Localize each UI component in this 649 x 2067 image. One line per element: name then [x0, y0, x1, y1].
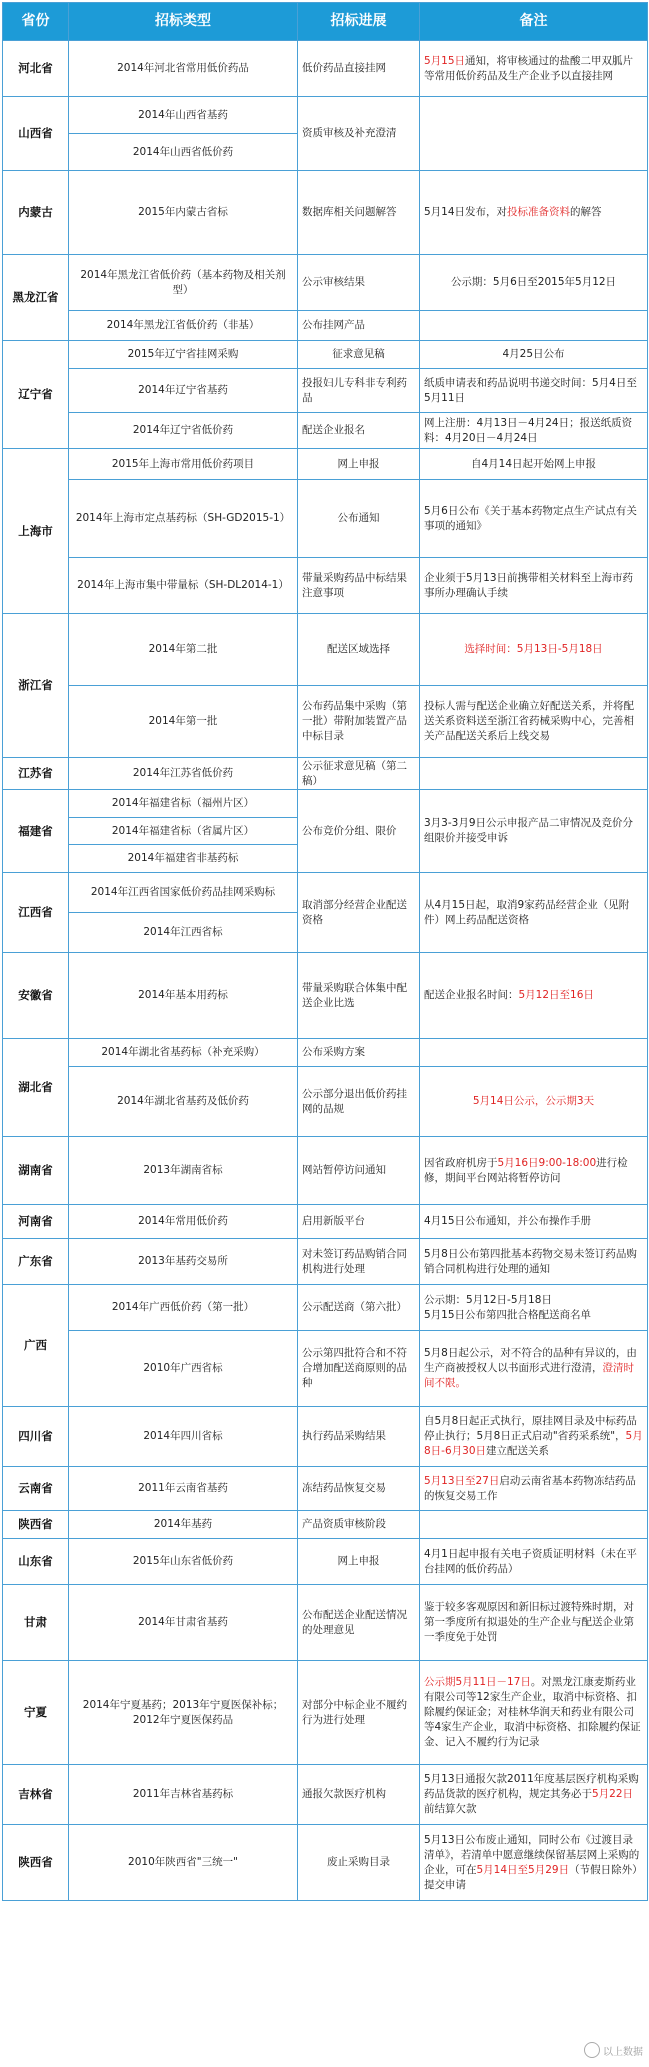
note-text: 纸质申请表和药品说明书递交时间：5月4日至5月11日: [424, 376, 637, 404]
bid-type-cell: 2011年云南省基药: [69, 1467, 298, 1511]
bid-type-cell: 2014年上海市定点基药标（SH-GD2015-1）: [69, 480, 298, 558]
table-row: [3, 1825, 648, 1901]
province-cell: 黑龙江省: [3, 255, 69, 341]
table-row: [3, 790, 648, 818]
note-text: 澄清时间不限。: [424, 1362, 634, 1389]
table-row: [3, 558, 648, 614]
note-text: 启动云南省基本药物冻结药品的恢复交易工作: [424, 1474, 636, 1502]
note-cell: [420, 1467, 648, 1511]
bid-type-cell: 2013年湖南省标: [69, 1137, 298, 1205]
table-row: [3, 413, 648, 449]
progress-cell: 投报妇儿专科非专利药品: [298, 369, 420, 413]
bid-type-cell: 2014年辽宁省低价药: [69, 413, 298, 449]
watermark: [584, 2042, 643, 2058]
bid-type-cell: 2014年第二批: [69, 614, 298, 686]
note-cell: [420, 171, 648, 255]
note-cell: [420, 341, 648, 369]
note-cell: [420, 758, 648, 790]
note-text: 4月1日起申报有关电子资质证明材料（未在平台挂网的低价药品）: [424, 1547, 637, 1575]
note-text: 投标准备资料: [507, 206, 571, 218]
note-text: 5月14日至5月29日: [476, 1863, 570, 1876]
progress-cell: 启用新版平台: [298, 1205, 420, 1239]
progress-cell: 配送区域选择: [298, 614, 420, 686]
note-cell: [420, 790, 648, 873]
note-text: 从4月15日起，取消9家药品经营企业（见附件）网上药品配送资格: [424, 898, 630, 926]
province-cell: 湖南省: [3, 1137, 69, 1205]
bid-type-cell: 2014年福建省非基药标: [69, 845, 298, 873]
bid-type-cell: 2014年江苏省低价药: [69, 758, 298, 790]
note-text: 4月25日公布: [502, 348, 565, 360]
note-cell: [420, 449, 648, 480]
note-cell: [420, 1765, 648, 1825]
bid-type-cell: 2014年山西省低价药: [69, 134, 298, 171]
province-cell: 广西: [3, 1285, 69, 1407]
province-cell: 宁夏: [3, 1661, 69, 1765]
province-cell: 山西省: [3, 97, 69, 171]
table-row: [3, 614, 648, 686]
note-text: （节假日除外）提交申请: [424, 1863, 643, 1891]
table-row: [3, 449, 648, 480]
bid-type-cell: 2014年基本用药标: [69, 953, 298, 1039]
note-cell: [420, 1585, 648, 1661]
header-note: 备注: [420, 3, 648, 41]
province-cell: 河北省: [3, 41, 69, 97]
wechat-logo-icon: [584, 2042, 600, 2058]
bid-type-cell: 2014年黑龙江省低价药（非基）: [69, 311, 298, 341]
bid-type-cell: 2014年上海市集中带量标（SH-DL2014-1）: [69, 558, 298, 614]
table-row: [3, 1539, 648, 1585]
note-text: 进行检修，期间平台网站将暂停访问: [424, 1156, 628, 1184]
province-cell: 山东省: [3, 1539, 69, 1585]
note-text: 公示期：5月12日-5月18日 5月15日公布第四批合格配送商名单: [424, 1293, 592, 1321]
note-cell: [420, 1825, 648, 1901]
note-text: 5月13日通报欠款2011年度基层医疗机构采购药品货款的医疗机构，规定其务必于: [424, 1773, 639, 1800]
bid-type-cell: 2014年基药: [69, 1511, 298, 1539]
progress-cell: 配送企业报名: [298, 413, 420, 449]
table-row: [3, 1407, 648, 1467]
province-cell: 陕西省: [3, 1825, 69, 1901]
bid-type-cell: 2010年广西省标: [69, 1331, 298, 1407]
province-cell: 浙江省: [3, 614, 69, 758]
progress-cell: 产品资质审核阶段: [298, 1511, 420, 1539]
progress-cell: 带量采购药品中标结果注意事项: [298, 558, 420, 614]
progress-cell: 公示配送商（第六批）: [298, 1285, 420, 1331]
note-cell: [420, 1239, 648, 1285]
note-cell: [420, 311, 648, 341]
note-text: 5月14日发布，对: [424, 206, 508, 218]
bid-type-cell: 2014年第一批: [69, 686, 298, 758]
note-cell: [420, 1331, 648, 1407]
note-cell: [420, 1511, 648, 1539]
province-cell: 上海市: [3, 449, 69, 614]
header-row: [3, 3, 648, 41]
progress-cell: 带量采购联合体集中配送企业比选: [298, 953, 420, 1039]
note-text: 鉴于较多客观原因和新旧标过渡特殊时期，对第一季度所有拟退处的生产企业与配送企业第一季度免于处罚: [424, 1601, 634, 1643]
note-text: 5月13日至27日: [424, 1474, 500, 1487]
progress-cell: 公布通知: [298, 480, 420, 558]
province-cell: 陕西省: [3, 1511, 69, 1539]
header-progress: 招标进展: [298, 3, 420, 41]
table-row: [3, 369, 648, 413]
bid-type-cell: 2014年江西省标: [69, 913, 298, 953]
province-cell: 广东省: [3, 1239, 69, 1285]
note-text: 3月3-3月9日公示申报产品二审情况及竞价分组限价并接受申诉: [424, 817, 634, 844]
header-province: 省份: [3, 3, 69, 41]
note-cell: [420, 558, 648, 614]
progress-cell: 公示征求意见稿（第二稿）: [298, 758, 420, 790]
table-row: [3, 1205, 648, 1239]
bid-type-cell: 2014年湖北省基药标（补充采购）: [69, 1039, 298, 1067]
bid-type-cell: 2015年上海市常用低价药项目: [69, 449, 298, 480]
note-text: 公示期5月11日－17日: [424, 1676, 531, 1688]
note-text: 5月12日至16日: [518, 989, 594, 1001]
progress-cell: 执行药品采购结果: [298, 1407, 420, 1467]
note-cell: [420, 1661, 648, 1765]
progress-cell: 公布配送企业配送情况的处理意见: [298, 1585, 420, 1661]
progress-cell: 资质审核及补充澄清: [298, 97, 420, 171]
note-cell: [420, 1205, 648, 1239]
progress-cell: 公布挂网产品: [298, 311, 420, 341]
header-bid-type: 招标类型: [69, 3, 298, 41]
note-text: 自5月8日起正式执行，原挂网目录及中标药品停止执行；5月8日正式启动"省药采系统"，: [424, 1415, 637, 1442]
progress-cell: 低价药品直接挂网: [298, 41, 420, 97]
province-cell: 内蒙古: [3, 171, 69, 255]
note-cell: [420, 1067, 648, 1137]
progress-cell: 公示第四批符合和不符合增加配送商原则的品种: [298, 1331, 420, 1407]
progress-cell: 公布药品集中采购（第一批）带附加装置产品中标目录: [298, 686, 420, 758]
table-row: [3, 1585, 648, 1661]
province-cell: 安徽省: [3, 953, 69, 1039]
table-row: [3, 1511, 648, 1539]
note-text: 因省政府机房于: [424, 1156, 498, 1169]
note-cell: [420, 413, 648, 449]
note-text: 5月15日: [424, 54, 466, 67]
table-row: [3, 1661, 648, 1765]
progress-cell: 公示审核结果: [298, 255, 420, 311]
note-cell: [420, 97, 648, 171]
table-row: [3, 1331, 648, 1407]
bid-type-cell: 2015年辽宁省挂网采购: [69, 341, 298, 369]
note-cell: [420, 1039, 648, 1067]
note-cell: [420, 1285, 648, 1331]
progress-cell: 网上申报: [298, 449, 420, 480]
note-cell: [420, 1539, 648, 1585]
bid-type-cell: 2014年江西省国家低价药品挂网采购标: [69, 873, 298, 913]
progress-cell: 对部分中标企业不履约行为进行处理: [298, 1661, 420, 1765]
note-text: 选择时间：5月13日-5月18日: [464, 643, 603, 655]
note-cell: [420, 255, 648, 311]
bid-type-cell: 2014年福建省标（福州片区）: [69, 790, 298, 818]
table-row: [3, 873, 648, 913]
table-row: [3, 758, 648, 790]
note-text: 自4月14日起开始网上申报: [470, 457, 597, 470]
note-text: 的解答: [570, 206, 602, 218]
bid-type-cell: 2014年辽宁省基药: [69, 369, 298, 413]
note-text: 5月16日9:00-18:00: [497, 1156, 597, 1169]
province-cell: 河南省: [3, 1205, 69, 1239]
bid-type-cell: 2014年河北省常用低价药品: [69, 41, 298, 97]
progress-cell: 征求意见稿: [298, 341, 420, 369]
note-cell: [420, 953, 648, 1039]
table-row: [3, 1765, 648, 1825]
province-cell: 四川省: [3, 1407, 69, 1467]
note-text: 5月8日起公示，对不符合的品种有异议的，由生产商被授权人以书面形式进行澄清，: [424, 1347, 637, 1374]
note-text: 5月14日公示，公示期3天: [472, 1095, 595, 1107]
note-text: 网上注册：4月13日－4月24日；报送纸质资料：4月20日－4月24日: [424, 416, 633, 444]
table-row: [3, 97, 648, 134]
bid-type-cell: 2014年甘肃省基药: [69, 1585, 298, 1661]
note-text: 前结算欠款: [424, 1803, 477, 1815]
bid-type-cell: 2014年福建省标（省属片区）: [69, 818, 298, 845]
table-row: [3, 480, 648, 558]
note-text: 5月8日公布第四批基本药物交易未签订药品购销合同机构进行处理的通知: [424, 1247, 637, 1275]
province-cell: 江苏省: [3, 758, 69, 790]
bid-type-cell: 2014年四川省标: [69, 1407, 298, 1467]
progress-cell: 网站暂停访问通知: [298, 1137, 420, 1205]
note-text: 通知，将审核通过的盐酸二甲双胍片等常用低价药品及生产企业予以直接挂网: [424, 54, 634, 82]
table-row: [3, 1039, 648, 1067]
table-row: [3, 953, 648, 1039]
note-text: 5月13日公布废止通知，同时公布《过渡目录清单》，若清单中愿意继续保留基层网上采购的企业，可在: [424, 1833, 640, 1876]
bid-type-cell: 2015年山东省低价药: [69, 1539, 298, 1585]
note-cell: [420, 873, 648, 953]
province-cell: 辽宁省: [3, 341, 69, 449]
note-cell: [420, 614, 648, 686]
note-text: 配送企业报名时间：: [424, 989, 519, 1001]
note-cell: [420, 41, 648, 97]
note-cell: [420, 1407, 648, 1467]
note-text: 5月6日公布《关于基本药物定点生产试点有关事项的通知》: [424, 504, 637, 532]
note-cell: [420, 369, 648, 413]
bid-type-cell: 2014年黑龙江省低价药（基本药物及相关剂型）: [69, 255, 298, 311]
bid-type-cell: 2010年陕西省"三统一": [69, 1825, 298, 1901]
bid-type-cell: 2014年常用低价药: [69, 1205, 298, 1239]
progress-cell: 冻结药品恢复交易: [298, 1467, 420, 1511]
province-cell: 甘肃: [3, 1585, 69, 1661]
note-cell: [420, 480, 648, 558]
table-row: [3, 41, 648, 97]
note-text: 投标人需与配送企业确立好配送关系，并将配送关系资料送至浙江省药械采购中心，完善相关产品配送关系后上线交易: [424, 700, 634, 742]
table-row: [3, 1467, 648, 1511]
note-text: 公示期：5月6日至2015年5月12日: [450, 276, 617, 288]
note-cell: [420, 1137, 648, 1205]
progress-cell: 废止采购目录: [298, 1825, 420, 1901]
progress-cell: 取消部分经营企业配送资格: [298, 873, 420, 953]
progress-cell: 公布竞价分组、限价: [298, 790, 420, 873]
table-row: [3, 686, 648, 758]
note-cell: [420, 686, 648, 758]
progress-cell: 网上申报: [298, 1539, 420, 1585]
note-text: 企业须于5月13日前携带相关材料至上海市药事所办理确认手续: [424, 571, 634, 599]
table-row: [3, 341, 648, 369]
progress-cell: 对未签订药品购销合同机构进行处理: [298, 1239, 420, 1285]
table-row: [3, 1239, 648, 1285]
watermark-text: 以上数据: [603, 2046, 643, 2058]
progress-cell: 公示部分退出低价药挂网的品规: [298, 1067, 420, 1137]
province-cell: 江西省: [3, 873, 69, 953]
table-row: [3, 1285, 648, 1331]
province-cell: 湖北省: [3, 1039, 69, 1137]
note-text: 建立配送关系: [486, 1445, 550, 1457]
bid-type-cell: 2011年吉林省基药标: [69, 1765, 298, 1825]
province-cell: 云南省: [3, 1467, 69, 1511]
table-row: [3, 255, 648, 311]
bid-type-cell: 2014年宁夏基药；2013年宁夏医保补标；2012年宁夏医保药品: [69, 1661, 298, 1765]
province-cell: 福建省: [3, 790, 69, 873]
table-row: [3, 1067, 648, 1137]
bid-type-cell: 2014年广西低价药（第一批）: [69, 1285, 298, 1331]
note-text: 5月8日-6月30日: [424, 1430, 643, 1457]
note-text: 5月22日: [592, 1788, 634, 1800]
bid-type-cell: 2014年湖北省基药及低价药: [69, 1067, 298, 1137]
note-text: 。对黑龙江康麦斯药业有限公司等12家生产企业，取消中标资格、扣除履约保证金；对桂林华润天和药业有限公司等4家生产企业，取消中标资格、扣除履约保证金、记入不履约行为记录: [424, 1676, 641, 1748]
table-row: [3, 171, 648, 255]
province-cell: 吉林省: [3, 1765, 69, 1825]
bidding-progress-table: [2, 2, 648, 1901]
progress-cell: 数据库相关问题解答: [298, 171, 420, 255]
bid-type-cell: 2014年山西省基药: [69, 97, 298, 134]
progress-cell: 公布采购方案: [298, 1039, 420, 1067]
note-text: 4月15日公布通知，并公布操作手册: [424, 1215, 592, 1227]
progress-cell: 通报欠款医疗机构: [298, 1765, 420, 1825]
table-row: [3, 1137, 648, 1205]
bid-type-cell: 2013年基药交易所: [69, 1239, 298, 1285]
bid-type-cell: 2015年内蒙古省标: [69, 171, 298, 255]
table-row: [3, 311, 648, 341]
